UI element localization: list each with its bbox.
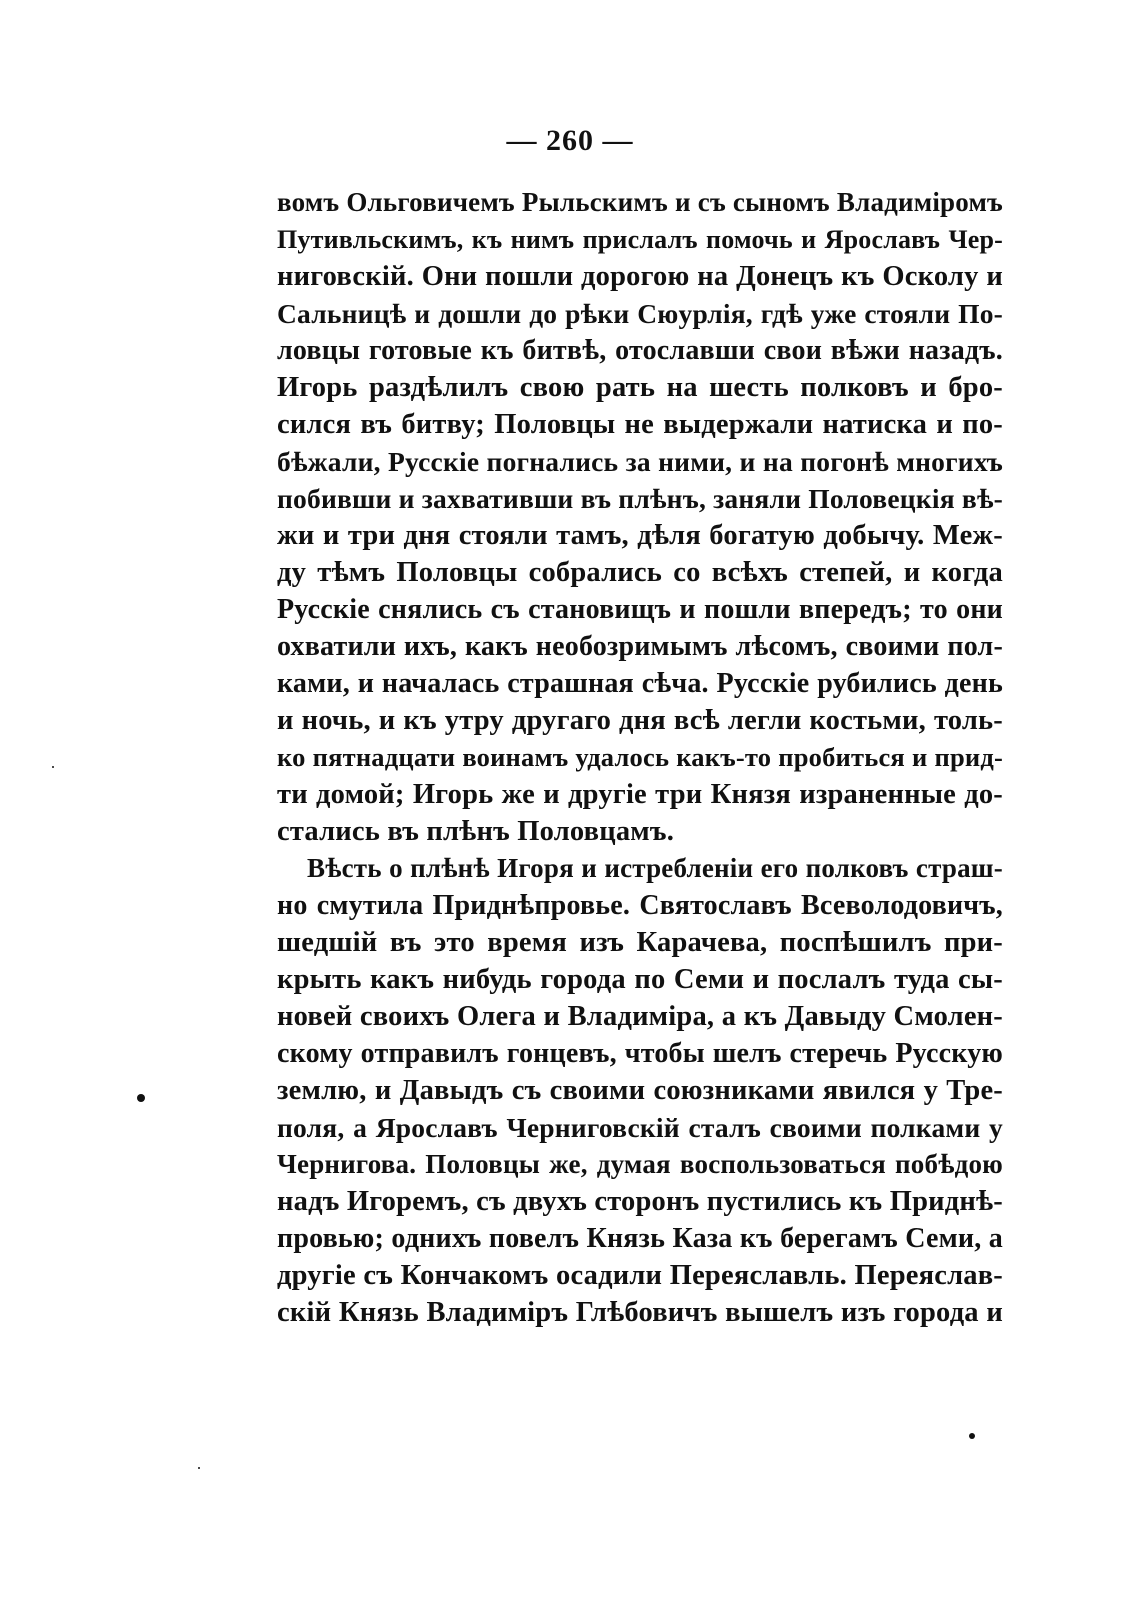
text-line: надъ Игоремъ, съ двухъ сторонъ пустились къ Приднѣ-: [277, 1186, 1003, 1217]
text-line: Русскіе снялись съ становищъ и пошли впередъ; то они: [277, 594, 1003, 625]
text-line: стались въ плѣнъ Половцамъ.: [277, 816, 675, 847]
scan-speck: [969, 1433, 975, 1439]
text-line: крыть какъ нибудь города по Семи и послалъ туда сы-: [277, 964, 1003, 995]
text-line: Чернигова. Половцы же, думая воспользоваться побѣдою: [277, 1149, 1003, 1179]
text-line: побивши и захвативши въ плѣнъ, заняли Половецкія вѣ-: [277, 483, 1003, 514]
paragraph-1: [277, 184, 1003, 850]
text-line: ловцы готовые къ битвѣ, отославши свои вѣжи назадъ.: [277, 335, 1003, 366]
text-line: и ночь, и къ утру другаго дня всѣ легли костьми, толь-: [277, 705, 1003, 736]
scan-speck: [52, 766, 54, 768]
text-line: ти домой; Игорь же и другіе три Князя израненные до-: [277, 779, 1003, 810]
text-line: охватили ихъ, какъ необозримымъ лѣсомъ, своими пол-: [277, 631, 1003, 662]
text-line: жи и три дня стояли тамъ, дѣля богатую добычу. Меж-: [277, 520, 1003, 551]
text-line: землю, и Давыдъ съ своими союзниками явился у Тре-: [277, 1075, 1003, 1106]
text-line: новей своихъ Олега и Владиміра, а къ Давыду Смолен-: [277, 1001, 1003, 1032]
text-line: но смутила Приднѣпровье. Святославъ Всеволодовичъ,: [277, 890, 1003, 921]
paragraph-2: [277, 850, 1003, 1331]
page-number: — 260 —: [506, 124, 634, 157]
text-line: Путивльскимъ, къ нимъ прислалъ помочь и Ярославъ Чер-: [277, 225, 1003, 254]
scan-speck: [198, 1467, 200, 1469]
text-line: ду тѣмъ Половцы собрались со всѣхъ степей, и когда: [277, 557, 1003, 588]
scan-speck: [137, 1094, 145, 1102]
body-text: [277, 184, 1003, 1331]
text-line: поля, а Ярославъ Черниговскій сталъ своими полками у: [277, 1112, 1003, 1143]
text-line: сился въ битву; Половцы не выдержали натиска и по-: [277, 409, 1003, 440]
text-line: вомъ Ольговичемъ Рыльскимъ и съ сыномъ Владиміромъ: [277, 187, 1003, 217]
text-line: ками, и началась страшная сѣча. Русскіе рубились день: [277, 668, 1003, 699]
text-line: шедшій въ это время изъ Карачева, поспѣшилъ при-: [277, 927, 1003, 958]
text-line: скому отправилъ гонцевъ, чтобы шелъ стеречь Русскую: [277, 1038, 1003, 1069]
text-line: Сальницѣ и дошли до рѣки Сюурлія, гдѣ уже стояли По-: [277, 298, 1003, 329]
text-line: Игорь раздѣлилъ свою рать на шесть полковъ и бро-: [277, 372, 1003, 403]
text-line: другіе съ Кончакомъ осадили Переяславль. Переяслав-: [277, 1260, 1003, 1291]
text-line: ниговскій. Они пошли дорогою на Донецъ къ Осколу и: [277, 261, 1003, 292]
text-line: Вѣсть о плѣнѣ Игоря и истребленіи его полковъ страш-: [307, 853, 1003, 883]
text-line: бѣжали, Русскіе погнались за ними, и на погонѣ многихъ: [277, 446, 1003, 477]
text-line: ко пятнадцати воинамъ удалось какъ-то пробиться и прид-: [277, 742, 1003, 772]
text-line: скій Князь Владиміръ Глѣбовичъ вышелъ изъ города и: [277, 1297, 1003, 1328]
text-line: провью; однихъ повелъ Князь Каза къ берегамъ Семи, а: [277, 1223, 1003, 1254]
